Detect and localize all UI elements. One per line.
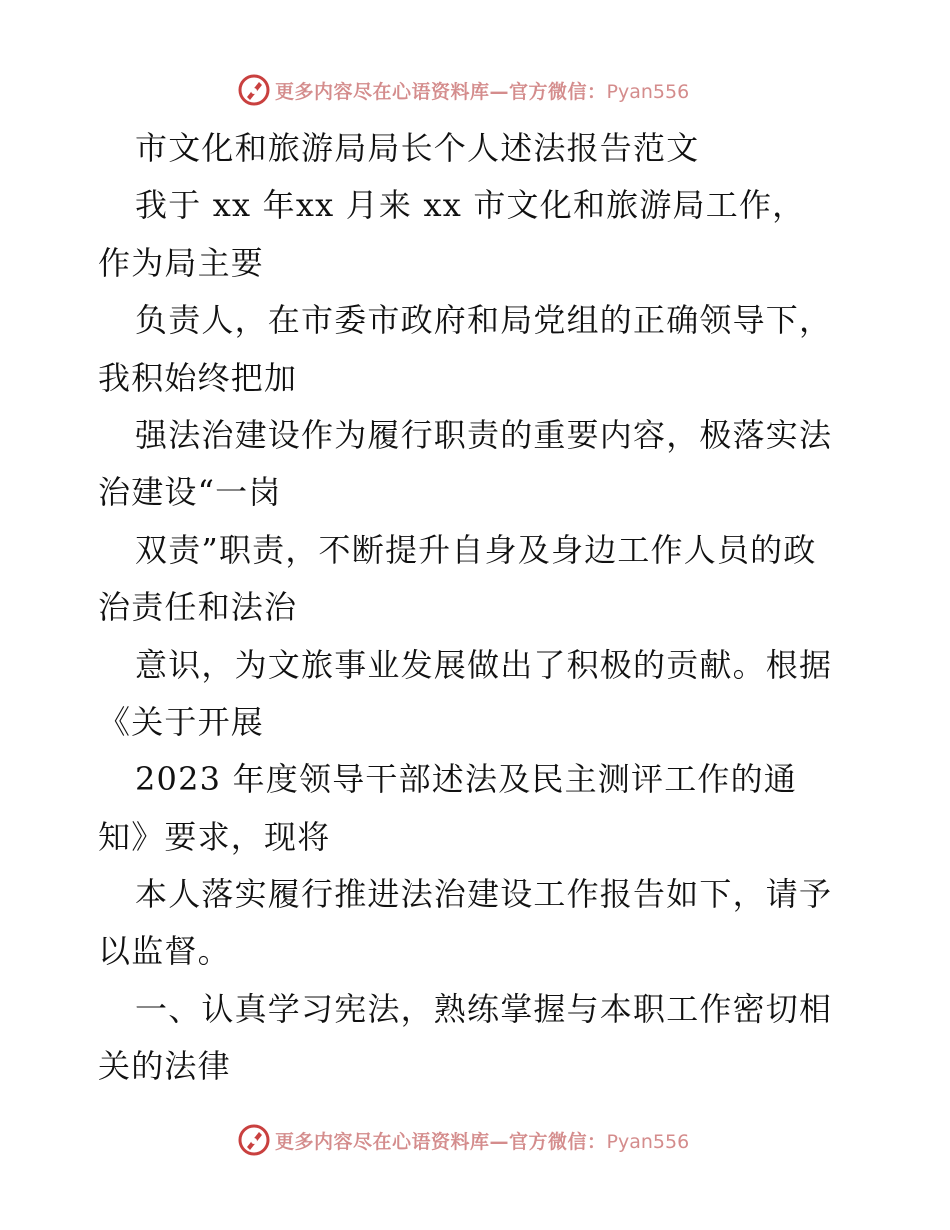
text-line: 《关于开展 xyxy=(98,702,265,741)
text-line: 本人落实履行推进法治建设工作报告如下，请予 xyxy=(135,875,833,914)
text-line: 我于 xx 年xx 月来 xx 市文化和旅游局工作， xyxy=(135,186,806,225)
pen-seal-icon xyxy=(237,73,271,107)
watermark-text: 更多内容尽在心语资料库—官方微信：Pyan556 xyxy=(275,1130,690,1153)
text-line: 负责人，在市委市政府和局党组的正确领导下， xyxy=(135,301,833,340)
text-line: 一、认真学习宪法，熟练掌握与本职工作密切相 xyxy=(135,989,833,1028)
watermark-text: 更多内容尽在心语资料库—官方微信：Pyan556 xyxy=(275,80,690,103)
text-line: 治建设“一岗 xyxy=(98,473,282,512)
document-body xyxy=(98,120,858,1096)
header-watermark xyxy=(237,72,689,108)
text-line: 2023 年度领导干部述法及民主测评工作的通 xyxy=(135,760,798,799)
text-line: 市文化和旅游局局长个人述法报告范文 xyxy=(135,129,700,167)
text-line: 关的法律 xyxy=(98,1047,231,1086)
text-line: 我积始终把加 xyxy=(98,358,298,397)
text-line: 作为局主要 xyxy=(98,243,265,282)
text-line: 知》要求，现将 xyxy=(98,817,331,856)
pen-seal-icon xyxy=(237,1123,271,1157)
footer-watermark xyxy=(237,1122,689,1158)
text-line: 以监督。 xyxy=(98,932,231,971)
text-line: 治责任和法治 xyxy=(98,588,298,627)
text-line: 双责”职责，不断提升自身及身边工作人员的政 xyxy=(135,530,817,569)
text-line: 意识，为文旅事业发展做出了积极的贡献。根据 xyxy=(135,645,833,684)
text-line: 强法治建设作为履行职责的重要内容，极落实法 xyxy=(135,415,833,454)
